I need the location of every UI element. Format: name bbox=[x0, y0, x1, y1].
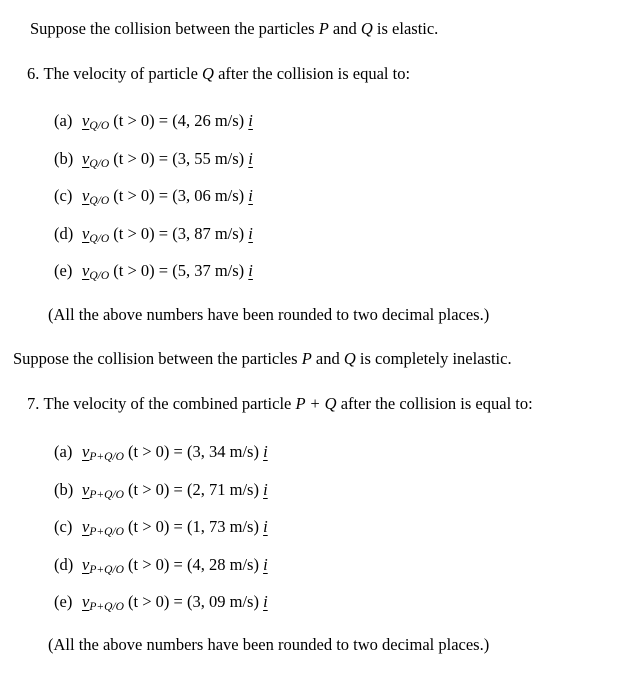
option-d bbox=[54, 224, 253, 249]
q7-intro: Suppose the collision between the particles P and Q is completely inelastic. bbox=[13, 349, 512, 368]
option-value: (3, 55 m/s) bbox=[172, 148, 249, 168]
unit-vector-i: i bbox=[248, 186, 253, 205]
option-value: (3, 09 m/s) bbox=[186, 592, 264, 611]
velocity-vector-symbol: v bbox=[82, 186, 90, 205]
option-a bbox=[54, 442, 268, 467]
option-d bbox=[54, 555, 268, 580]
option-b bbox=[54, 480, 268, 505]
option-label: (a) bbox=[54, 442, 73, 461]
option-value: (4, 26 m/s) bbox=[172, 111, 249, 130]
velocity-vector-symbol: v bbox=[82, 442, 90, 461]
velocity-subscript: Q/O bbox=[89, 270, 110, 282]
unit-vector-i: i bbox=[263, 479, 268, 499]
option-c bbox=[54, 186, 253, 211]
option-b bbox=[54, 149, 253, 174]
option-e bbox=[54, 592, 268, 617]
option-label: (d) bbox=[54, 554, 74, 574]
option-value: (3, 34 m/s) bbox=[186, 442, 264, 461]
time-argument: (t > 0) = bbox=[109, 223, 173, 243]
unit-vector-i: i bbox=[248, 111, 253, 130]
q6-intro: Suppose the collision between the particles P and Q is elastic. bbox=[30, 19, 439, 38]
option-value: (5, 37 m/s) bbox=[172, 261, 249, 280]
velocity-subscript: P+Q/O bbox=[89, 526, 124, 538]
velocity-subscript: Q/O bbox=[89, 120, 110, 132]
option-a bbox=[54, 111, 253, 136]
time-argument: (t > 0) = bbox=[123, 592, 187, 611]
velocity-subscript: P+Q/O bbox=[89, 488, 124, 501]
time-argument: (t > 0) = bbox=[123, 479, 187, 499]
option-label: (b) bbox=[54, 148, 74, 168]
q7-note: (All the above numbers have been rounded to two decimal places.) bbox=[48, 635, 490, 654]
option-label: (b) bbox=[54, 479, 74, 499]
option-value: (2, 71 m/s) bbox=[186, 479, 264, 499]
time-argument: (t > 0) = bbox=[109, 261, 173, 280]
time-argument: (t > 0) = bbox=[109, 186, 173, 205]
option-value: (1, 73 m/s) bbox=[186, 517, 264, 536]
time-argument: (t > 0) = bbox=[123, 442, 187, 461]
q6-note: (All the above numbers have been rounded to two decimal places.) bbox=[48, 305, 490, 324]
option-value: (3, 87 m/s) bbox=[172, 223, 249, 243]
option-value: (4, 28 m/s) bbox=[186, 554, 264, 574]
option-label: (c) bbox=[54, 186, 73, 205]
option-c bbox=[54, 517, 268, 542]
time-argument: (t > 0) = bbox=[109, 111, 173, 130]
velocity-vector-symbol: v bbox=[82, 261, 90, 280]
velocity-subscript: P+Q/O bbox=[89, 451, 124, 463]
unit-vector-i: i bbox=[263, 442, 268, 461]
velocity-vector-symbol: v bbox=[82, 148, 90, 168]
option-value: (3, 06 m/s) bbox=[172, 186, 249, 205]
unit-vector-i: i bbox=[248, 261, 253, 280]
option-label: (d) bbox=[54, 223, 74, 243]
velocity-vector-symbol: v bbox=[82, 517, 90, 536]
time-argument: (t > 0) = bbox=[109, 148, 173, 168]
unit-vector-i: i bbox=[263, 554, 268, 574]
velocity-vector-symbol: v bbox=[82, 479, 90, 499]
q7-stem: 7. The velocity of the combined particle P + Q after the collision is equal to: bbox=[27, 394, 533, 413]
velocity-subscript: Q/O bbox=[89, 195, 110, 207]
option-label: (e) bbox=[54, 592, 73, 611]
time-argument: (t > 0) = bbox=[123, 554, 187, 574]
velocity-subscript: P+Q/O bbox=[89, 563, 124, 576]
velocity-vector-symbol: v bbox=[82, 554, 90, 574]
unit-vector-i: i bbox=[248, 148, 253, 168]
option-label: (e) bbox=[54, 261, 73, 280]
velocity-subscript: Q/O bbox=[89, 157, 110, 170]
option-e bbox=[54, 261, 253, 286]
time-argument: (t > 0) = bbox=[123, 517, 187, 536]
unit-vector-i: i bbox=[263, 517, 268, 536]
option-label: (c) bbox=[54, 517, 73, 536]
velocity-vector-symbol: v bbox=[82, 223, 90, 243]
velocity-vector-symbol: v bbox=[82, 592, 90, 611]
velocity-vector-symbol: v bbox=[82, 111, 90, 130]
velocity-subscript: P+Q/O bbox=[89, 601, 124, 613]
option-label: (a) bbox=[54, 111, 73, 130]
q6-stem: 6. The velocity of particle Q after the collision is equal to: bbox=[27, 64, 411, 83]
unit-vector-i: i bbox=[248, 223, 253, 243]
unit-vector-i: i bbox=[263, 592, 268, 611]
velocity-subscript: Q/O bbox=[89, 232, 110, 245]
